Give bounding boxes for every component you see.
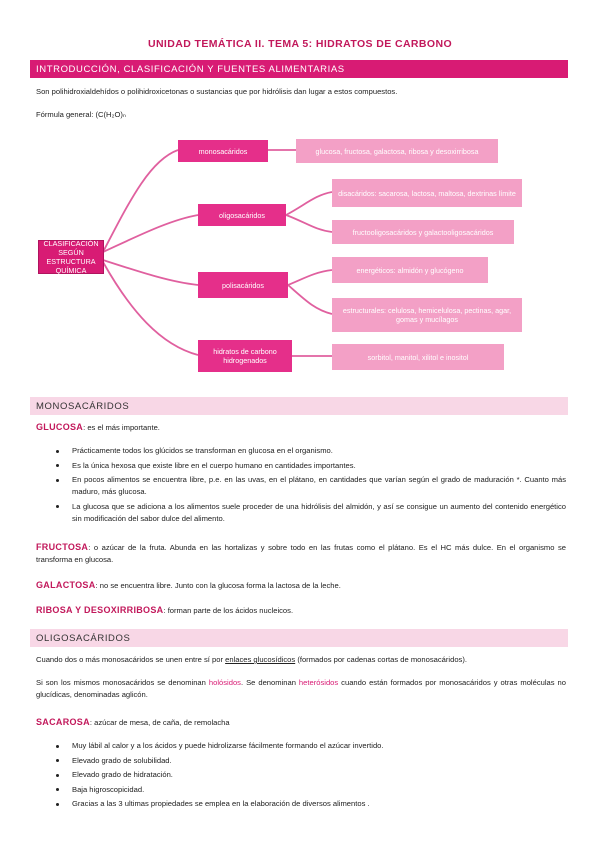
diagram-root-node: CLASIFICACIÓN SEGÚN ESTRUCTURA QUÍMICA (38, 240, 104, 274)
list-item: Muy lábil al calor y a los ácidos y puede hidrolizarse fácilmente formando el azúcar invertido. (52, 740, 566, 752)
galactosa-paragraph (36, 579, 566, 592)
section-header-oligosacaridos: OLIGOSACÁRIDOS (30, 629, 568, 647)
section-header-monosacaridos: MONOSACÁRIDOS (30, 397, 568, 415)
glucosa-desc: : es el más importante. (83, 423, 160, 432)
diagram-leaf-monosacaridos: glucosa, fructosa, galactosa, ribosa y desoxirribosa (296, 139, 498, 163)
glucosa-bullet-list (52, 445, 566, 527)
enlaces-glucosidicos-term: enlaces glucosídicos (225, 655, 296, 664)
list-item: Elevado grado de solubilidad. (52, 755, 566, 767)
diagram-category-monosacaridos: monosacáridos (178, 140, 268, 162)
fructosa-term: FRUCTOSA (36, 542, 89, 552)
holosidos-heterosidos-paragraph (36, 677, 566, 701)
ribosa-term: RIBOSA Y DESOXIRRIBOSA (36, 605, 164, 615)
sacarosa-bullet-list (52, 740, 566, 813)
list-item: Baja higroscopicidad. (52, 784, 566, 796)
page-title: UNIDAD TEMÁTICA II. TEMA 5: HIDRATOS DE CARBONO (147, 38, 453, 50)
holosidos-term: holósidos (208, 678, 241, 687)
fructosa-paragraph (36, 541, 566, 566)
list-item: Elevado grado de hidratación. (52, 769, 566, 781)
list-item: La glucosa que se adiciona a los alimentos suele proceder de una hidrólisis del almidón, y así se consigue un aumento del contenido energético sin modificación del sabor dulce del alimento. (52, 501, 566, 525)
galactosa-term: GALACTOSA (36, 580, 96, 590)
connector-oligo-fos (286, 215, 332, 232)
oligo-definition-end: (formados por cadenas cortas de monosacáridos). (295, 655, 467, 664)
sacarosa-heading (36, 716, 566, 729)
diagram-leaf-estructurales: estructurales: celulosa, hemicelulosa, pectinas, agar, gomas y mucílagos (332, 298, 522, 332)
glucosa-term: GLUCOSA (36, 422, 84, 432)
sacarosa-desc: : azúcar de mesa, de caña, de remolacha (89, 718, 230, 727)
galactosa-desc: : no se encuentra libre. Junto con la glucosa forma la lactosa de la leche. (95, 581, 341, 590)
oligo-p2-part-c: cuando están formados por monosacáridos y otras moléculas no glucídicas, denominadas aglicón. (36, 678, 567, 699)
list-item: En pocos alimentos se encuentra libre, p.e. en las uvas, en el plátano, en cantidades que varían según el grado de maduración *. Cuanto más maduro, más glucosa. (52, 474, 566, 498)
diagram-leaf-energeticos: energéticos: almidón y glucógeno (332, 257, 488, 283)
section-header-intro: INTRODUCCIÓN, CLASIFICACIÓN Y FUENTES ALIMENTARIAS (30, 60, 568, 78)
diagram-leaf-disacaridos: disacáridos: sacarosa, lactosa, maltosa, dextrinas límite (332, 179, 522, 207)
diagram-leaf-hc-hidrogenados: sorbitol, manitol, xilitol e inositol (332, 344, 504, 370)
oligo-definition (36, 654, 566, 666)
diagram-category-hc-hidrogenados: hidratos de carbono hidrogenados (198, 340, 292, 372)
ribosa-paragraph (36, 604, 566, 617)
diagram-category-polisacaridos: polisacáridos (198, 272, 288, 298)
oligo-p2-part-b: . Se denominan (240, 678, 299, 687)
list-item: Gracias a las 3 ultimas propiedades se emplea en la elaboración de diversos alimentos . (52, 798, 566, 810)
connector-root-poli (103, 260, 198, 285)
diagram-category-oligosacaridos: oligosacáridos (198, 204, 286, 226)
list-item: Prácticamente todos los glúcidos se transforman en glucosa en el organismo. (52, 445, 566, 457)
formula-value: (C(H₂O)ₙ (95, 110, 126, 119)
connector-root-hc (103, 262, 198, 355)
oligo-definition-start: Cuando dos o más monosacáridos se unen entre sí por (36, 655, 226, 664)
connector-oligo-disac (286, 192, 332, 215)
fructosa-desc: : o azúcar de la fruta. Abunda en las hortalizas y sobre todo en las frutas como el plátano. Es el HC más dulce. En el organismo se transforma en glucosa. (36, 543, 566, 564)
connector-root-mono (103, 150, 178, 252)
connector-root-oligo (103, 215, 198, 252)
connector-poli-energ (288, 270, 332, 285)
list-item: Es la única hexosa que existe libre en el cuerpo humano en cantidades importantes. (52, 460, 566, 472)
glucosa-heading (36, 421, 566, 434)
formula-line (36, 109, 566, 121)
diagram-leaf-oligosacaridos: fructooligosacáridos y galactooligosacáridos (332, 220, 514, 244)
ribosa-desc: : forman parte de los ácidos nucleicos. (163, 606, 294, 615)
definition-text: Son polihidroxialdehídos o polihidroxicetonas o sustancias que por hidrólisis dan lugar a estos compuestos. (36, 87, 398, 96)
oligo-p2-part-a: Si son los mismos monosacáridos se denominan (36, 678, 209, 687)
heterosidos-term: heterósidos (298, 678, 339, 687)
formula-label: Fórmula general: (36, 110, 96, 119)
sacarosa-term: SACAROSA (36, 717, 90, 727)
connector-poli-estruct (288, 285, 332, 314)
